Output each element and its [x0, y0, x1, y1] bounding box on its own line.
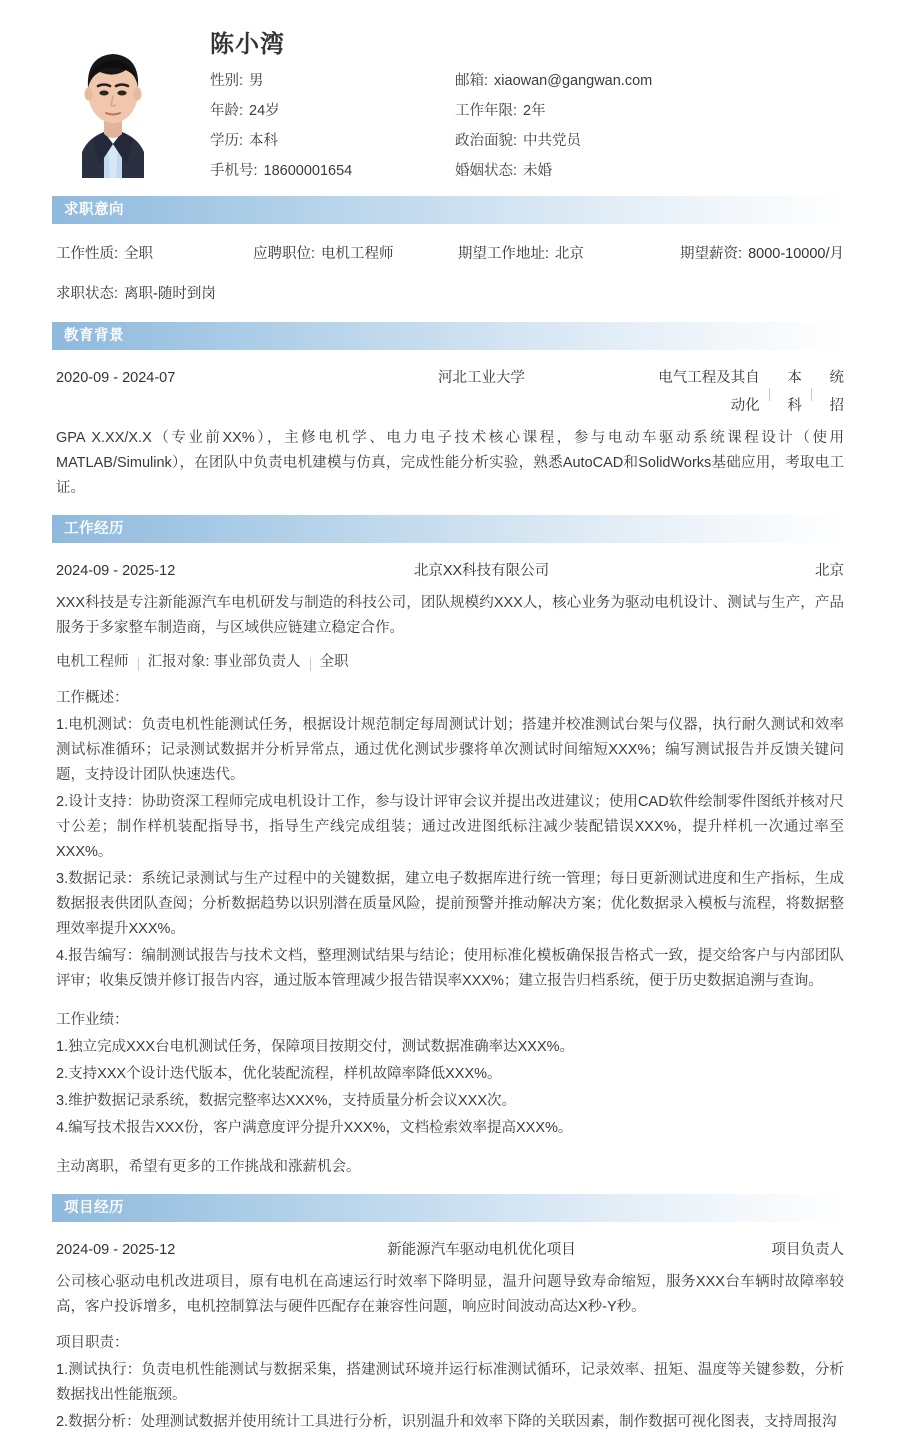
divider-icon [138, 658, 139, 671]
profile-field-education-label: 学历: [210, 133, 244, 149]
profile-field-marital-value: 未婚 [523, 163, 553, 179]
education-qualification [655, 364, 844, 420]
education-degree: 本科 [787, 370, 802, 414]
work-achievement-item-2: 2.支持XXX个设计迭代版本，优化装配流程，样机故障率降低XXX%。 [56, 1066, 502, 1082]
profile-field-marital [455, 158, 848, 184]
spacer [52, 1141, 848, 1153]
job-intent-status-value: 离职-随时到岗 [124, 286, 216, 302]
education-major: 电气工程及其自动化 [658, 370, 760, 414]
job-intent-salary-label: 期望薪资: [680, 246, 743, 262]
education-date: 2020-09 - 2024-07 [56, 370, 176, 386]
profile-field-age-label: 年龄: [210, 103, 244, 119]
profile-field-email [455, 68, 848, 94]
job-intent-nature-value: 全职 [124, 246, 154, 262]
project-name: 新能源汽车驱动电机优化项目 [387, 1242, 576, 1258]
job-intent-row [52, 230, 848, 268]
profile-field-phone [210, 158, 455, 184]
profile-info-grid [210, 68, 848, 184]
project-role: 项目负责人 [771, 1242, 844, 1258]
work-overview-title: 工作概述： [56, 690, 129, 706]
education-qualification-inline [655, 364, 844, 420]
education-description: GPA X.XX/X.X（专业前XX%），主修电机学、电力电子技术核心课程，参与电动车驱动系统课程设计（使用MATLAB/Simulink），在团队中负责电机建模与仿真，完成性能分析实验，熟悉AutoCAD和SolidWorks基础应用，考取电工证。 [56, 430, 844, 496]
project-entry-header [52, 1228, 848, 1268]
profile-field-age-value: 24岁 [249, 103, 280, 119]
work-overview-item-3: 3.数据记录：系统记录测试与生产过程中的关键数据，建立电子数据库进行统一管理；每日更新测试进度和生产指标，生成数据报表供团队查阅；分析数据趋势以识别潜在质量风险，提前预警并推动解决方案；优化数据录入模板与流程，将数据整理效率提升XXX%。 [56, 871, 844, 937]
identity-block [174, 26, 848, 184]
work-location: 北京 [815, 563, 844, 579]
profile-field-marital-label: 婚姻状态: [455, 163, 518, 179]
work-achievement-item-1: 1.独立完成XXX台电机测试任务，保障项目按期交付，测试数据准确率达XXX%。 [56, 1039, 575, 1055]
job-intent-location-label: 期望工作地址: [457, 246, 549, 262]
project-background: 公司核心驱动电机改进项目，原有电机在高速运行时效率下降明显，温升问题导致寿命缩短，服务XXX台车辆时故障率较高，客户投诉增多，电机控制算法与硬件匹配存在兼容性问题，响应时间波动高达X秒-Y秒。 [56, 1274, 844, 1315]
spacer [52, 994, 848, 1006]
profile-field-email-value: xiaowan@gangwan.com [494, 73, 653, 89]
job-intent-salary-value: 8000-10000/月 [748, 246, 844, 262]
profile-field-phone-value: 18600001654 [263, 163, 353, 179]
work-achievement-item-4: 4.编写技术报告XXX份，客户满意度评分提升XXX%，文档检索效率提高XXX%。 [56, 1120, 573, 1136]
project-duty-item-1: 1.测试执行：负责电机性能测试与数据采集，搭建测试环境并运行标准测试循环，记录效率、扭矩、温度等关键参数，分析数据找出性能瓶颈。 [56, 1362, 844, 1403]
profile-field-gender [210, 68, 455, 94]
education-admission: 统招 [829, 370, 844, 414]
profile-header [52, 0, 848, 182]
work-leave-reason: 主动离职，希望有更多的工作挑战和涨薪机会。 [56, 1159, 361, 1175]
profile-field-political [455, 128, 848, 154]
work-position: 电机工程师 [56, 654, 129, 670]
spacer [52, 1320, 848, 1329]
profile-field-gender-label: 性别: [210, 73, 244, 89]
work-overview-item-4: 4.报告编写：编制测试报告与技术文档，整理测试结果与结论；使用标准化模板确保报告格式一致，提交给客户与内部团队评审；收集反馈并修订报告内容，通过版本管理减少报告错误率XXX%；建立报告归档系统，便于历史数据追溯与查询。 [56, 948, 844, 989]
section-header-job-intent: 求职意向 [52, 196, 848, 224]
education-school: 河北工业大学 [438, 370, 526, 386]
profile-field-education-value: 本科 [249, 133, 279, 149]
work-achievement-item-3: 3.维护数据记录系统，数据完整率达XXX%，支持质量分析会议XXX次。 [56, 1093, 517, 1109]
profile-field-political-label: 政治面貌: [455, 133, 518, 149]
divider-icon [769, 388, 770, 401]
profile-field-gender-value: 男 [249, 73, 264, 89]
job-intent-position-label: 应聘职位: [253, 246, 316, 262]
section-header-education: 教育背景 [52, 322, 848, 350]
divider-icon [811, 388, 812, 401]
avatar [52, 26, 174, 178]
job-intent-status-label: 求职状态: [56, 286, 119, 302]
profile-field-experience-value: 2年 [523, 103, 546, 119]
divider-icon [310, 658, 311, 671]
page-title: 陈小湾 [210, 31, 285, 58]
work-company-intro: XXX科技是专注新能源汽车电机研发与制造的科技公司，团队规模约XXX人，核心业务为驱动电机设计、测试与生产，产品服务于多家整车制造商，与区域供应链建立稳定合作。 [56, 595, 844, 636]
work-role-meta [52, 641, 848, 675]
profile-field-phone-label: 手机号: [210, 163, 258, 179]
profile-field-experience [455, 98, 848, 124]
job-intent-nature-label: 工作性质: [56, 246, 119, 262]
work-overview-item-1: 1.电机测试：负责电机性能测试任务，根据设计规范制定每周测试计划；搭建并校准测试台架与仪器，执行耐久测试和效率测试标准循环；记录测试数据并分析异常点，通过优化测试步骤将单次测试时间缩短XXX%；编写测试报告并反馈关键问题，支持设计团队快速迭代。 [56, 717, 844, 783]
project-duty-item-2: 2.数据分析：处理测试数据并使用统计工具进行分析，识别温升和效率下降的关联因素，制作数据可视化图表，支持周报沟 [56, 1414, 837, 1430]
spacer [52, 675, 848, 684]
work-nature: 全职 [319, 654, 349, 670]
work-date: 2024-09 - 2025-12 [56, 563, 176, 579]
job-intent-location [458, 240, 663, 268]
section-header-project: 项目经历 [52, 1194, 848, 1222]
profile-field-political-value: 中共党员 [523, 133, 582, 149]
job-intent-location-value: 北京 [554, 246, 584, 262]
education-entry-header [52, 356, 848, 424]
work-achievement-title: 工作业绩： [56, 1012, 129, 1028]
job-intent-salary [663, 240, 844, 268]
job-intent-nature [56, 240, 253, 268]
job-intent-position-value: 电机工程师 [321, 246, 394, 262]
profile-field-email-label: 邮箱: [455, 73, 489, 89]
project-date: 2024-09 - 2025-12 [56, 1242, 176, 1258]
work-overview-item-2: 2.设计支持：协助资深工程师完成电机设计工作，参与设计评审会议并提出改进建议；使用CAD软件绘制零件图纸并核对尺寸公差；制作样机装配指导书，指导生产线完成组装；通过改进图纸标注减少装配错误XXX%，提升样机一次通过率至XXX%。 [56, 794, 844, 860]
section-header-work: 工作经历 [52, 515, 848, 543]
profile-field-experience-label: 工作年限: [455, 103, 518, 119]
work-entry-header [52, 549, 848, 589]
profile-field-education [210, 128, 455, 154]
profile-field-age [210, 98, 455, 124]
project-duty-title: 项目职责： [56, 1335, 129, 1351]
job-intent-status-row [52, 268, 848, 308]
job-intent-position [253, 240, 458, 268]
portrait-photo-icon [52, 26, 174, 178]
work-company: 北京XX科技有限公司 [413, 563, 550, 579]
work-report-to: 汇报对象: 事业部负责人 [147, 654, 301, 670]
